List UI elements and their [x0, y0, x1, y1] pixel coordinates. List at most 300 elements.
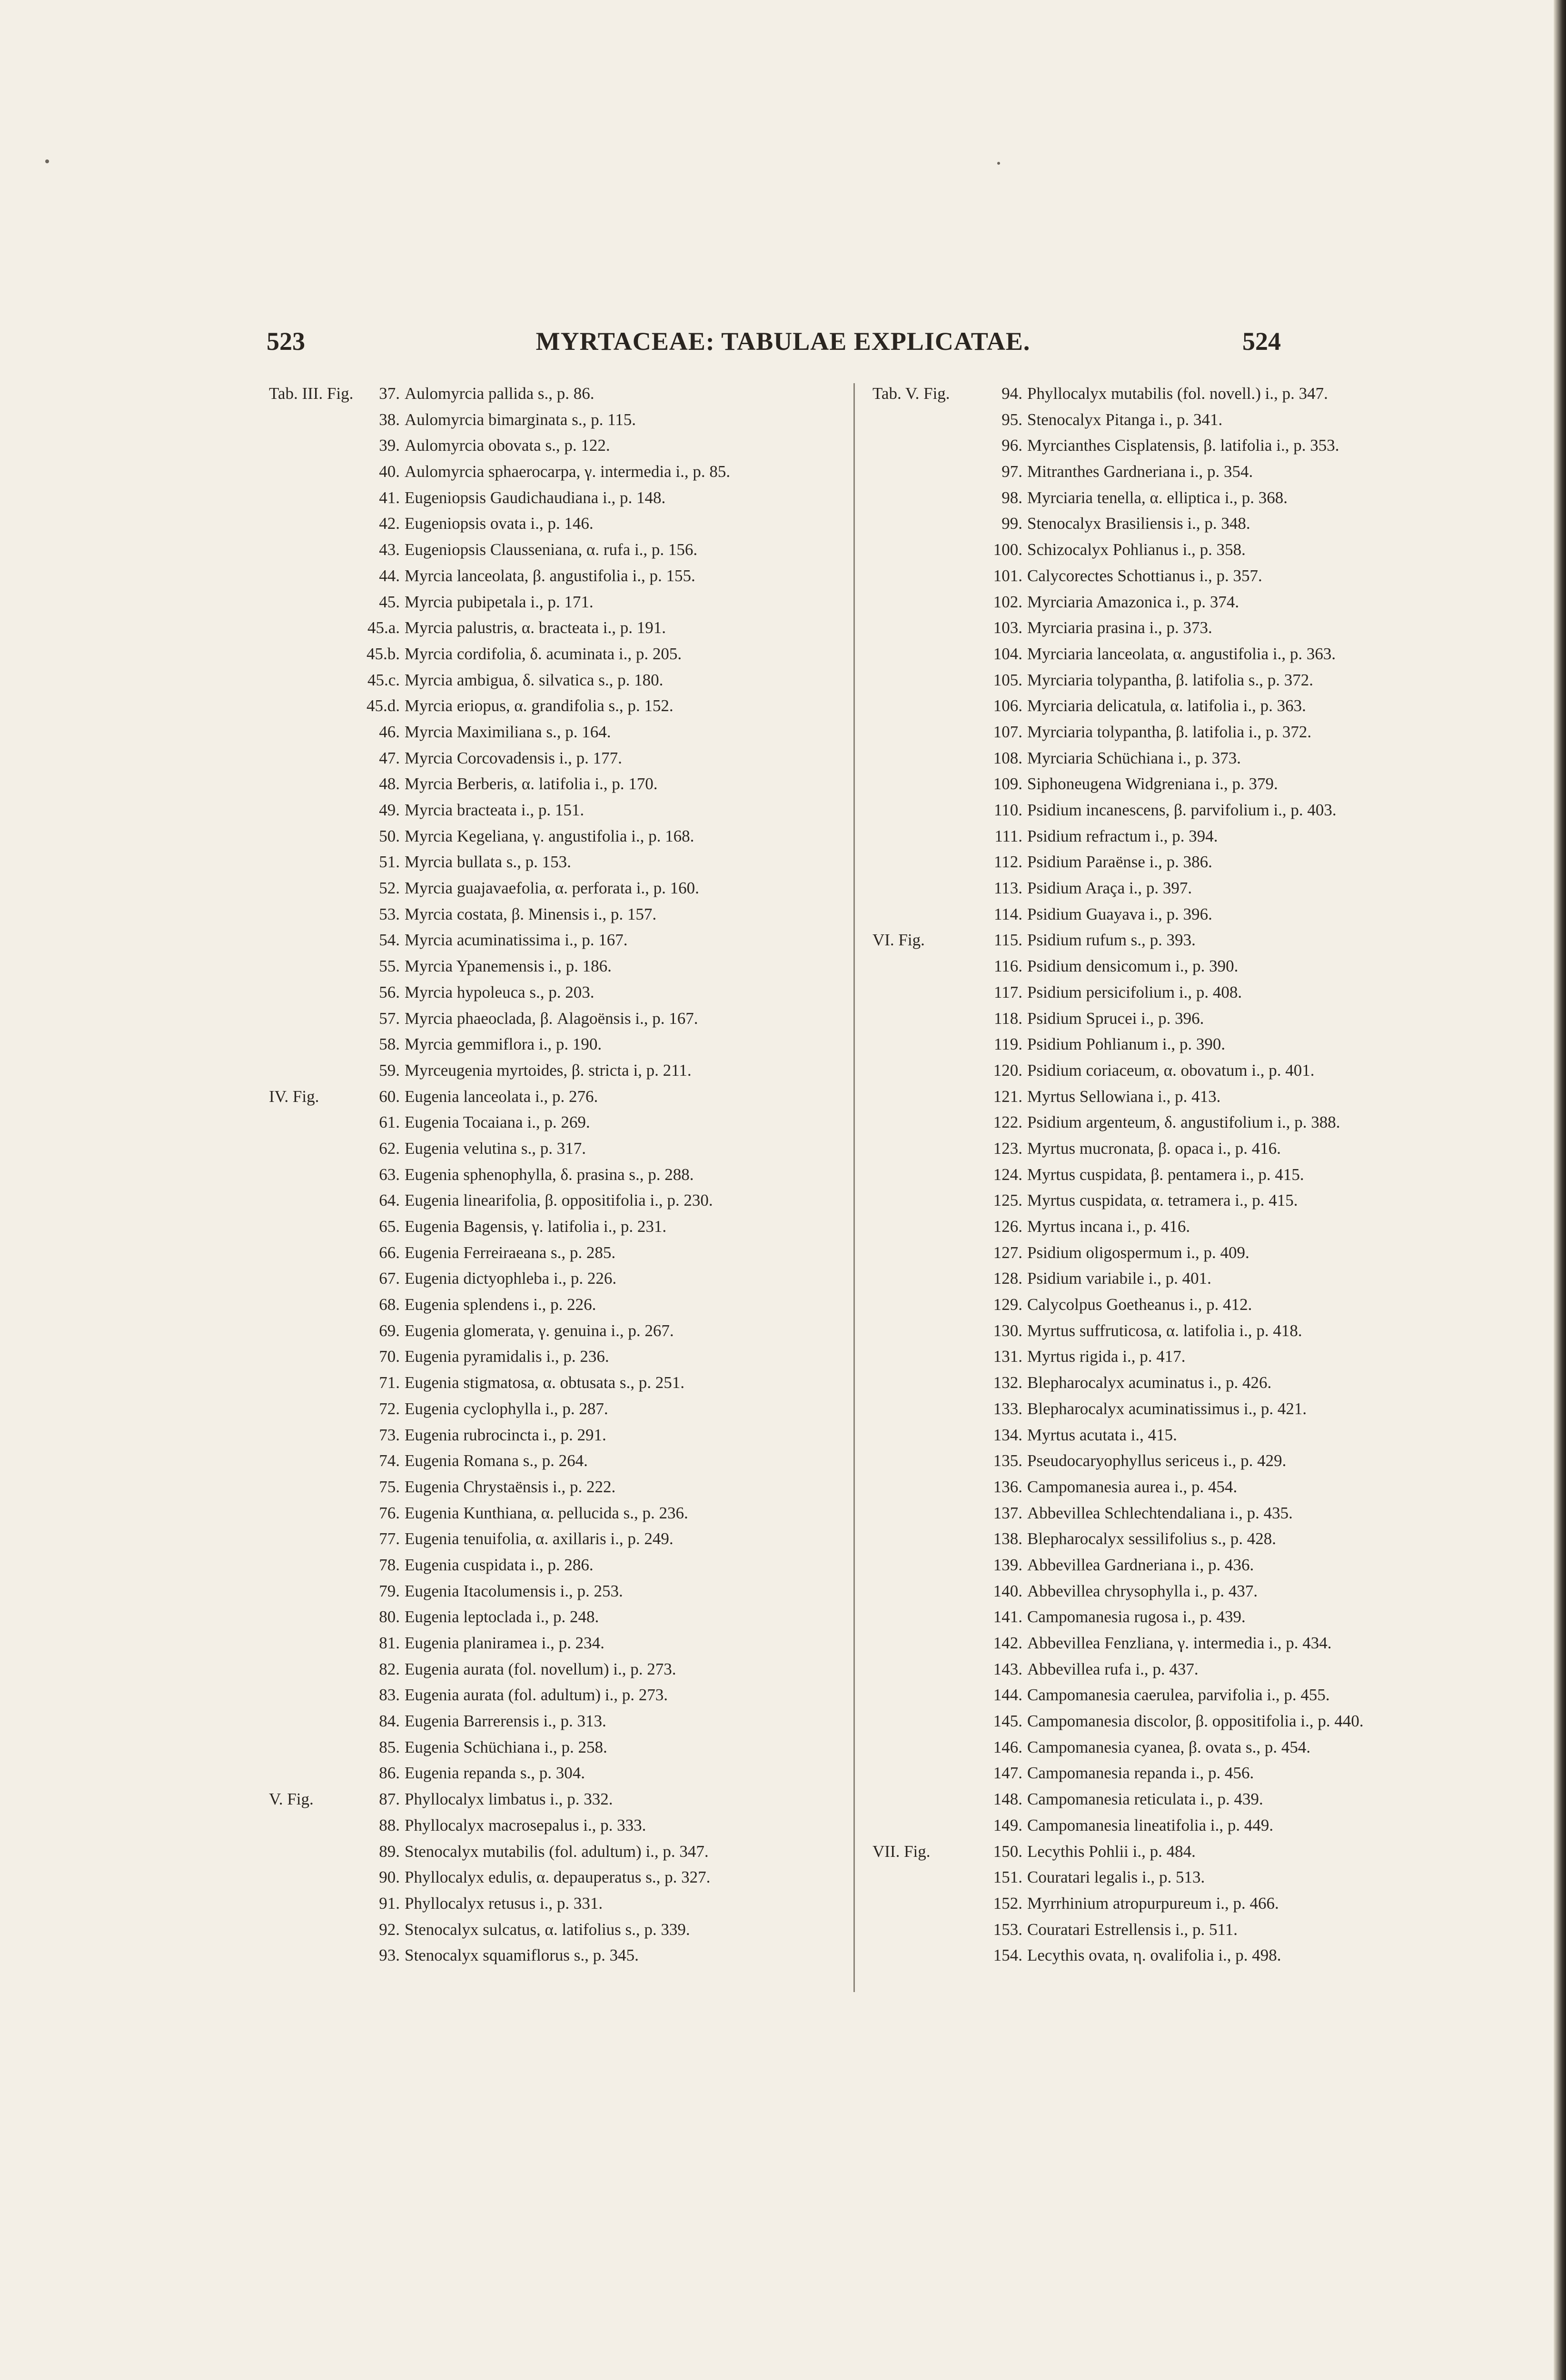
figure-description: Myrcia bullata s., p. 153. [405, 853, 571, 872]
figure-number: 151. [993, 1868, 1022, 1887]
plate-entry [269, 1162, 840, 1188]
figure-description: Myrcia gemmiflora i., p. 190. [405, 1035, 602, 1054]
plate-entry [872, 381, 1472, 407]
plate-entry [872, 849, 1472, 875]
figure-description: Eugenia Chrystaënsis i., p. 222. [405, 1477, 616, 1496]
figure-description: Calycolpus Goetheanus i., p. 412. [1027, 1295, 1252, 1314]
plate-entry [872, 1448, 1472, 1474]
plate-entry [872, 953, 1472, 980]
figure-description: Myrcia Kegeliana, γ. angustifolia i., p. 168. [405, 826, 694, 845]
plate-entry [872, 1735, 1472, 1761]
plate-entry [269, 1422, 840, 1448]
figure-number: 117. [994, 982, 1022, 1002]
figure-number: 95. [1001, 410, 1022, 429]
plate-entry [872, 641, 1472, 667]
figure-description: Psidium variabile i., p. 401. [1027, 1269, 1211, 1288]
figure-description: Myrcia eriopus, α. grandifolia s., p. 152. [405, 696, 674, 715]
plate-entry [269, 641, 840, 667]
figure-description: Myrceugenia myrtoides, β. stricta i, p. 211. [405, 1061, 692, 1080]
figure-description: Phyllocalyx mutabilis (fol. novell.) i., p. 347. [1027, 384, 1328, 403]
plate-entry [269, 1136, 840, 1162]
figure-number: 122. [993, 1113, 1022, 1132]
figure-number: 115. [994, 931, 1022, 950]
figure-description: Eugenia linearifolia, β. oppositifolia i., p. 230. [405, 1191, 713, 1210]
figure-number: 45.b. [367, 644, 400, 663]
figure-number: 104. [993, 644, 1022, 663]
plate-entry [269, 1891, 840, 1917]
figure-description: Psidium incanescens, β. parvifolium i., p. 403. [1027, 801, 1337, 819]
figure-description: Eugeniopsis Clausseniana, α. rufa i., p. 156. [405, 540, 698, 559]
figure-description: Myrcianthes Cisplatensis, β. latifolia i., p. 353. [1027, 436, 1339, 455]
figure-number: 149. [993, 1815, 1022, 1835]
figure-description: Myrcia guajavaefolia, α. perforata i., p. 160. [405, 879, 699, 898]
figure-description: Campomanesia caerulea, parvifolia i., p. 455. [1027, 1686, 1330, 1705]
figure-number: 113. [994, 879, 1022, 898]
figure-number: 45. [379, 592, 400, 611]
plate-entry [872, 1682, 1472, 1708]
plate-entry [269, 407, 840, 433]
plate-entry [269, 511, 840, 537]
plate-entry [269, 980, 840, 1006]
plate-entry [872, 1292, 1472, 1318]
figure-description: Aulomyrcia sphaerocarpa, γ. intermedia i., p. 85. [405, 462, 731, 481]
figure-description: Myrcia pubipetala i., p. 171. [405, 592, 594, 611]
figure-number: 146. [993, 1737, 1022, 1756]
figure-description: Phyllocalyx retusus i., p. 331. [405, 1894, 603, 1913]
plate-entry [269, 1578, 840, 1605]
figure-description: Eugenia cuspidata i., p. 286. [405, 1555, 594, 1574]
figure-description: Campomanesia repanda i., p. 456. [1027, 1764, 1254, 1783]
figure-description: Siphoneugena Widgreniana i., p. 379. [1027, 774, 1278, 793]
figure-description: Myrcia Maximiliana s., p. 164. [405, 722, 611, 741]
plate-entry [872, 1162, 1472, 1188]
figure-description: Psidium argenteum, δ. angustifolium i., p. 388. [1027, 1113, 1340, 1132]
figure-description: Psidium Sprucei i., p. 396. [1027, 1009, 1204, 1028]
figure-description: Stenocalyx squamiflorus s., p. 345. [405, 1946, 639, 1965]
plate-entry [269, 823, 840, 850]
page-number-left: 523 [267, 327, 305, 356]
figure-description: Eugenia aurata (fol. adultum) i., p. 273. [405, 1686, 668, 1705]
plate-entry [872, 823, 1472, 850]
plate-entry [269, 1552, 840, 1578]
figure-number: 48. [379, 774, 400, 793]
figure-number: 87. [379, 1790, 400, 1809]
figure-description: Myrcia ambigua, δ. silvatica s., p. 180. [405, 670, 664, 689]
figure-description: Lecythis Pohlii i., p. 484. [1027, 1842, 1196, 1861]
plate-entry [269, 485, 840, 511]
plate-entry [269, 1760, 840, 1786]
figure-description: Myrrhinium atropurpureum i., p. 466. [1027, 1894, 1279, 1913]
plate-entry [269, 1396, 840, 1422]
figure-number: 145. [993, 1712, 1022, 1731]
plate-entry [269, 537, 840, 563]
figure-number: 99. [1001, 514, 1022, 533]
plate-entry [872, 459, 1472, 485]
plate-group-label: VII. Fig. [872, 1842, 931, 1861]
figure-description: Psidium densicomum i., p. 390. [1027, 957, 1239, 976]
figure-description: Eugenia tenuifolia, α. axillaris i., p. 249. [405, 1529, 674, 1548]
plate-entry [872, 1760, 1472, 1786]
figure-number: 66. [379, 1243, 400, 1262]
figure-description: Myrtus cuspidata, α. tetramera i., p. 415. [1027, 1191, 1298, 1210]
figure-description: Eugenia Kunthiana, α. pellucida s., p. 236. [405, 1503, 688, 1522]
plate-entry [872, 1630, 1472, 1656]
figure-description: Campomanesia aurea i., p. 454. [1027, 1477, 1238, 1496]
figure-number: 46. [379, 722, 400, 741]
plate-entry [269, 719, 840, 745]
figure-number: 101. [993, 566, 1022, 585]
figure-number: 108. [993, 748, 1022, 767]
plate-entry [872, 1006, 1472, 1032]
plate-entry [872, 1578, 1472, 1605]
figure-description: Myrcia hypoleuca s., p. 203. [405, 982, 595, 1002]
plate-entry [269, 667, 840, 694]
figure-description: Myrcia palustris, α. bracteata i., p. 191. [405, 618, 666, 637]
plate-entry [872, 1917, 1472, 1943]
plate-entry [872, 1839, 1472, 1865]
figure-description: Myrciaria delicatula, α. latifolia i., p. 363. [1027, 696, 1306, 715]
plate-entry [269, 1084, 840, 1110]
plate-entry [872, 693, 1472, 719]
plate-entry [872, 1474, 1472, 1500]
figure-number: 78. [379, 1555, 400, 1574]
figure-number: 50. [379, 826, 400, 845]
plate-entry [269, 563, 840, 589]
plate-group-label: Tab. V. Fig. [872, 384, 950, 403]
figure-description: Blepharocalyx sessilifolius s., p. 428. [1027, 1529, 1277, 1548]
figure-number: 85. [379, 1737, 400, 1756]
plate-entry [872, 1084, 1472, 1110]
figure-number: 77. [379, 1529, 400, 1548]
figure-number: 118. [994, 1009, 1022, 1028]
figure-number: 109. [993, 774, 1022, 793]
figure-description: Myrtus mucronata, β. opaca i., p. 416. [1027, 1139, 1281, 1158]
plate-entry [269, 1214, 840, 1240]
figure-number: 141. [993, 1607, 1022, 1626]
figure-description: Eugenia Tocaiana i., p. 269. [405, 1113, 590, 1132]
figure-description: Eugenia Barrerensis i., p. 313. [405, 1712, 606, 1731]
plate-entry [872, 485, 1472, 511]
plate-entry [872, 433, 1472, 459]
figure-description: Myrciaria Schüchiana i., p. 373. [1027, 748, 1241, 767]
plate-entry [872, 563, 1472, 589]
figure-description: Eugenia dictyophleba i., p. 226. [405, 1269, 617, 1288]
plate-entry [872, 1708, 1472, 1735]
figure-description: Myrtus rigida i., p. 417. [1027, 1347, 1186, 1366]
figure-number: 53. [379, 904, 400, 923]
figure-description: Campomanesia reticulata i., p. 439. [1027, 1790, 1263, 1809]
figure-description: Myrciaria tolypantha, β. latifolia s., p. 372. [1027, 670, 1313, 689]
figure-description: Myrcia costata, β. Minensis i., p. 157. [405, 904, 657, 923]
figure-number: 63. [379, 1165, 400, 1184]
figure-number: 131. [993, 1347, 1022, 1366]
plate-entry [872, 1396, 1472, 1422]
plate-entry [269, 1864, 840, 1891]
plate-entry [872, 719, 1472, 745]
figure-number: 144. [993, 1686, 1022, 1705]
plate-entry [269, 1058, 840, 1084]
figure-description: Campomanesia discolor, β. oppositifolia i., p. 440. [1027, 1712, 1364, 1731]
plate-entry [872, 615, 1472, 641]
plate-group-label: IV. Fig. [269, 1087, 319, 1106]
plate-entry [872, 1318, 1472, 1344]
figure-description: Psidium coriaceum, α. obovatum i., p. 401. [1027, 1061, 1315, 1080]
figure-description: Campomanesia cyanea, β. ovata s., p. 454. [1027, 1737, 1311, 1756]
figure-number: 90. [379, 1868, 400, 1887]
figure-number: 65. [379, 1217, 400, 1236]
plate-entry [872, 589, 1472, 615]
figure-description: Eugenia lanceolata i., p. 276. [405, 1087, 598, 1106]
figure-description: Aulomyrcia bimarginata s., p. 115. [405, 410, 636, 429]
figure-number: 107. [993, 722, 1022, 741]
plate-entry [872, 667, 1472, 694]
plate-entry [872, 1864, 1472, 1891]
figure-number: 154. [993, 1946, 1022, 1965]
plate-entry [269, 875, 840, 902]
figure-number: 98. [1001, 488, 1022, 507]
figure-number: 74. [379, 1451, 400, 1470]
plate-entry [872, 902, 1472, 928]
plate-entry [872, 1422, 1472, 1448]
plate-entry [269, 953, 840, 980]
figure-number: 57. [379, 1009, 400, 1028]
figure-number: 81. [379, 1634, 400, 1652]
figure-description: Stenocalyx Pitanga i., p. 341. [1027, 410, 1223, 429]
paper-speck [997, 162, 1000, 165]
figure-description: Eugenia planiramea i., p. 234. [405, 1634, 605, 1652]
plate-entry [872, 1031, 1472, 1058]
figure-description: Eugenia pyramidalis i., p. 236. [405, 1347, 609, 1366]
plate-entry [269, 1474, 840, 1500]
figure-number: 102. [993, 592, 1022, 611]
figure-description: Mitranthes Gardneriana i., p. 354. [1027, 462, 1253, 481]
figure-description: Eugeniopsis ovata i., p. 146. [405, 514, 594, 533]
figure-number: 68. [379, 1295, 400, 1314]
figure-description: Myrtus Sellowiana i., p. 413. [1027, 1087, 1221, 1106]
figure-description: Phyllocalyx limbatus i., p. 332. [405, 1790, 613, 1809]
figure-description: Eugenia Schüchiana i., p. 258. [405, 1737, 607, 1756]
figure-description: Myrcia cordifolia, δ. acuminata i., p. 205. [405, 644, 682, 663]
figure-description: Eugenia velutina s., p. 317. [405, 1139, 586, 1158]
figure-description: Blepharocalyx acuminatissimus i., p. 421. [1027, 1399, 1307, 1418]
figure-description: Lecythis ovata, η. ovalifolia i., p. 498. [1027, 1946, 1281, 1965]
figure-number: 62. [379, 1139, 400, 1158]
figure-number: 52. [379, 879, 400, 898]
figure-number: 147. [993, 1764, 1022, 1783]
figure-description: Myrcia Ypanemensis i., p. 186. [405, 957, 612, 976]
plate-entry [269, 902, 840, 928]
figure-number: 72. [379, 1399, 400, 1418]
figure-description: Abbevillea Schlechtendaliana i., p. 435. [1027, 1503, 1293, 1522]
figure-description: Eugenia Ferreiraeana s., p. 285. [405, 1243, 616, 1262]
right-column [872, 381, 1472, 1969]
plate-entry [269, 1370, 840, 1396]
plate-entry [269, 1344, 840, 1370]
plate-entry [269, 1266, 840, 1292]
figure-description: Eugenia stigmatosa, α. obtusata s., p. 251. [405, 1373, 684, 1392]
figure-number: 44. [379, 566, 400, 585]
figure-number: 89. [379, 1842, 400, 1861]
figure-number: 123. [993, 1139, 1022, 1158]
figure-description: Phyllocalyx macrosepalus i., p. 333. [405, 1815, 646, 1835]
figure-description: Myrtus incana i., p. 416. [1027, 1217, 1190, 1236]
figure-number: 143. [993, 1659, 1022, 1678]
figure-number: 42. [379, 514, 400, 533]
plate-entry [872, 1500, 1472, 1527]
figure-description: Psidium Araça i., p. 397. [1027, 879, 1192, 898]
figure-description: Myrcia acuminatissima i., p. 167. [405, 931, 628, 950]
figure-description: Stenocalyx Brasiliensis i., p. 348. [1027, 514, 1250, 533]
figure-number: 51. [379, 853, 400, 872]
plate-entry [269, 615, 840, 641]
plate-entry [269, 459, 840, 485]
figure-description: Myrtus cuspidata, β. pentamera i., p. 415. [1027, 1165, 1304, 1184]
plate-entry [872, 1110, 1472, 1136]
figure-number: 137. [993, 1503, 1022, 1522]
plate-entry [872, 797, 1472, 823]
plate-entry [269, 771, 840, 797]
plate-entry [872, 1214, 1472, 1240]
plate-entry [269, 589, 840, 615]
plate-entry [872, 537, 1472, 563]
figure-description: Myrcia Corcovadensis i., p. 177. [405, 748, 622, 767]
plate-entry [872, 1188, 1472, 1214]
plate-entry [872, 511, 1472, 537]
plate-entry [269, 1943, 840, 1969]
figure-description: Phyllocalyx edulis, α. depauperatus s., p. 327. [405, 1868, 711, 1887]
plate-entry [872, 1266, 1472, 1292]
figure-number: 54. [379, 931, 400, 950]
figure-number: 76. [379, 1503, 400, 1522]
figure-number: 119. [994, 1035, 1022, 1054]
figure-number: 133. [993, 1399, 1022, 1418]
plate-entry [872, 407, 1472, 433]
figure-description: Couratari legalis i., p. 513. [1027, 1868, 1205, 1887]
plate-entry [872, 1526, 1472, 1552]
figure-description: Psidium Pohlianum i., p. 390. [1027, 1035, 1226, 1054]
plate-entry [872, 1891, 1472, 1917]
figure-number: 59. [379, 1061, 400, 1080]
plate-entry [269, 745, 840, 772]
figure-number: 88. [379, 1815, 400, 1835]
plate-group-label: Tab. III. Fig. [269, 384, 354, 403]
figure-number: 97. [1001, 462, 1022, 481]
plate-entry [872, 875, 1472, 902]
plate-entry [269, 433, 840, 459]
figure-description: Abbevillea Gardneriana i., p. 436. [1027, 1555, 1254, 1574]
figure-number: 103. [993, 618, 1022, 637]
figure-description: Aulomyrcia obovata s., p. 122. [405, 436, 610, 455]
plate-entry [269, 849, 840, 875]
figure-description: Eugenia rubrocincta i., p. 291. [405, 1425, 606, 1444]
plate-entry [269, 1448, 840, 1474]
figure-number: 96. [1001, 436, 1022, 455]
figure-number: 132. [993, 1373, 1022, 1392]
figure-description: Eugenia splendens i., p. 226. [405, 1295, 596, 1314]
plate-entry [269, 1839, 840, 1865]
plate-entry [872, 980, 1472, 1006]
plate-entry [872, 1344, 1472, 1370]
figure-description: Eugenia sphenophylla, δ. prasina s., p. 288. [405, 1165, 694, 1184]
figure-number: 64. [379, 1191, 400, 1210]
figure-description: Myrcia Berberis, α. latifolia i., p. 170. [405, 774, 658, 793]
figure-number: 138. [993, 1529, 1022, 1548]
plate-entry [269, 1240, 840, 1266]
figure-number: 126. [993, 1217, 1022, 1236]
figure-number: 75. [379, 1477, 400, 1496]
plate-entry [269, 1188, 840, 1214]
figure-number: 125. [993, 1191, 1022, 1210]
figure-number: 120. [993, 1061, 1022, 1080]
figure-description: Abbevillea Fenzliana, γ. intermedia i., p. 434. [1027, 1634, 1332, 1652]
figure-number: 142. [993, 1634, 1022, 1652]
figure-number: 134. [993, 1425, 1022, 1444]
plate-entry [872, 1604, 1472, 1630]
figure-number: 91. [379, 1894, 400, 1913]
plate-entry [269, 1110, 840, 1136]
figure-description: Myrcia lanceolata, β. angustifolia i., p. 155. [405, 566, 695, 585]
figure-description: Calycorectes Schottianus i., p. 357. [1027, 566, 1262, 585]
plate-entry [269, 1031, 840, 1058]
figure-description: Psidium oligospermum i., p. 409. [1027, 1243, 1249, 1262]
figure-description: Myrtus suffruticosa, α. latifolia i., p. 418. [1027, 1321, 1302, 1340]
figure-description: Psidium refractum i., p. 394. [1027, 826, 1218, 845]
plate-entry [872, 927, 1472, 953]
figure-number: 40. [379, 462, 400, 481]
figure-description: Myrciaria lanceolata, α. angustifolia i., p. 363. [1027, 644, 1336, 663]
plate-entry [872, 1370, 1472, 1396]
plate-entry [872, 1058, 1472, 1084]
figure-number: 114. [994, 904, 1022, 923]
plate-entry [872, 1552, 1472, 1578]
paper-speck [45, 159, 49, 163]
figure-description: Eugenia Itacolumensis i., p. 253. [405, 1581, 623, 1600]
figure-description: Eugenia aurata (fol. novellum) i., p. 273. [405, 1659, 676, 1678]
figure-number: 83. [379, 1686, 400, 1705]
figure-description: Abbevillea chrysophylla i., p. 437. [1027, 1581, 1258, 1600]
plate-entry [269, 1006, 840, 1032]
figure-number: 70. [379, 1347, 400, 1366]
plate-entry [269, 1786, 840, 1813]
column-divider [853, 383, 855, 1992]
figure-number: 130. [993, 1321, 1022, 1340]
figure-number: 106. [993, 696, 1022, 715]
figure-description: Myrcia phaeoclada, β. Alagoënsis i., p. 167. [405, 1009, 698, 1028]
plate-group-label: VI. Fig. [872, 931, 925, 950]
figure-number: 82. [379, 1659, 400, 1678]
left-column [269, 381, 840, 1969]
plate-entry [269, 1500, 840, 1527]
plate-entry [269, 1604, 840, 1630]
plate-entry [872, 1240, 1472, 1266]
figure-number: 153. [993, 1920, 1022, 1939]
figure-description: Myrciaria tolypantha, β. latifolia i., p. 372. [1027, 722, 1312, 741]
plate-entry [872, 1136, 1472, 1162]
plate-entry [872, 1813, 1472, 1839]
plate-entry [269, 693, 840, 719]
figure-number: 47. [379, 748, 400, 767]
plate-entry [872, 1656, 1472, 1683]
plate-group-label: V. Fig. [269, 1790, 314, 1809]
figure-number: 41. [379, 488, 400, 507]
figure-number: 69. [379, 1321, 400, 1340]
page-number-right: 524 [1242, 327, 1281, 356]
figure-description: Aulomyrcia pallida s., p. 86. [405, 384, 595, 403]
plate-entry [872, 771, 1472, 797]
figure-description: Schizocalyx Pohlianus i., p. 358. [1027, 540, 1246, 559]
figure-number: 140. [993, 1581, 1022, 1600]
plate-entry [269, 1708, 840, 1735]
